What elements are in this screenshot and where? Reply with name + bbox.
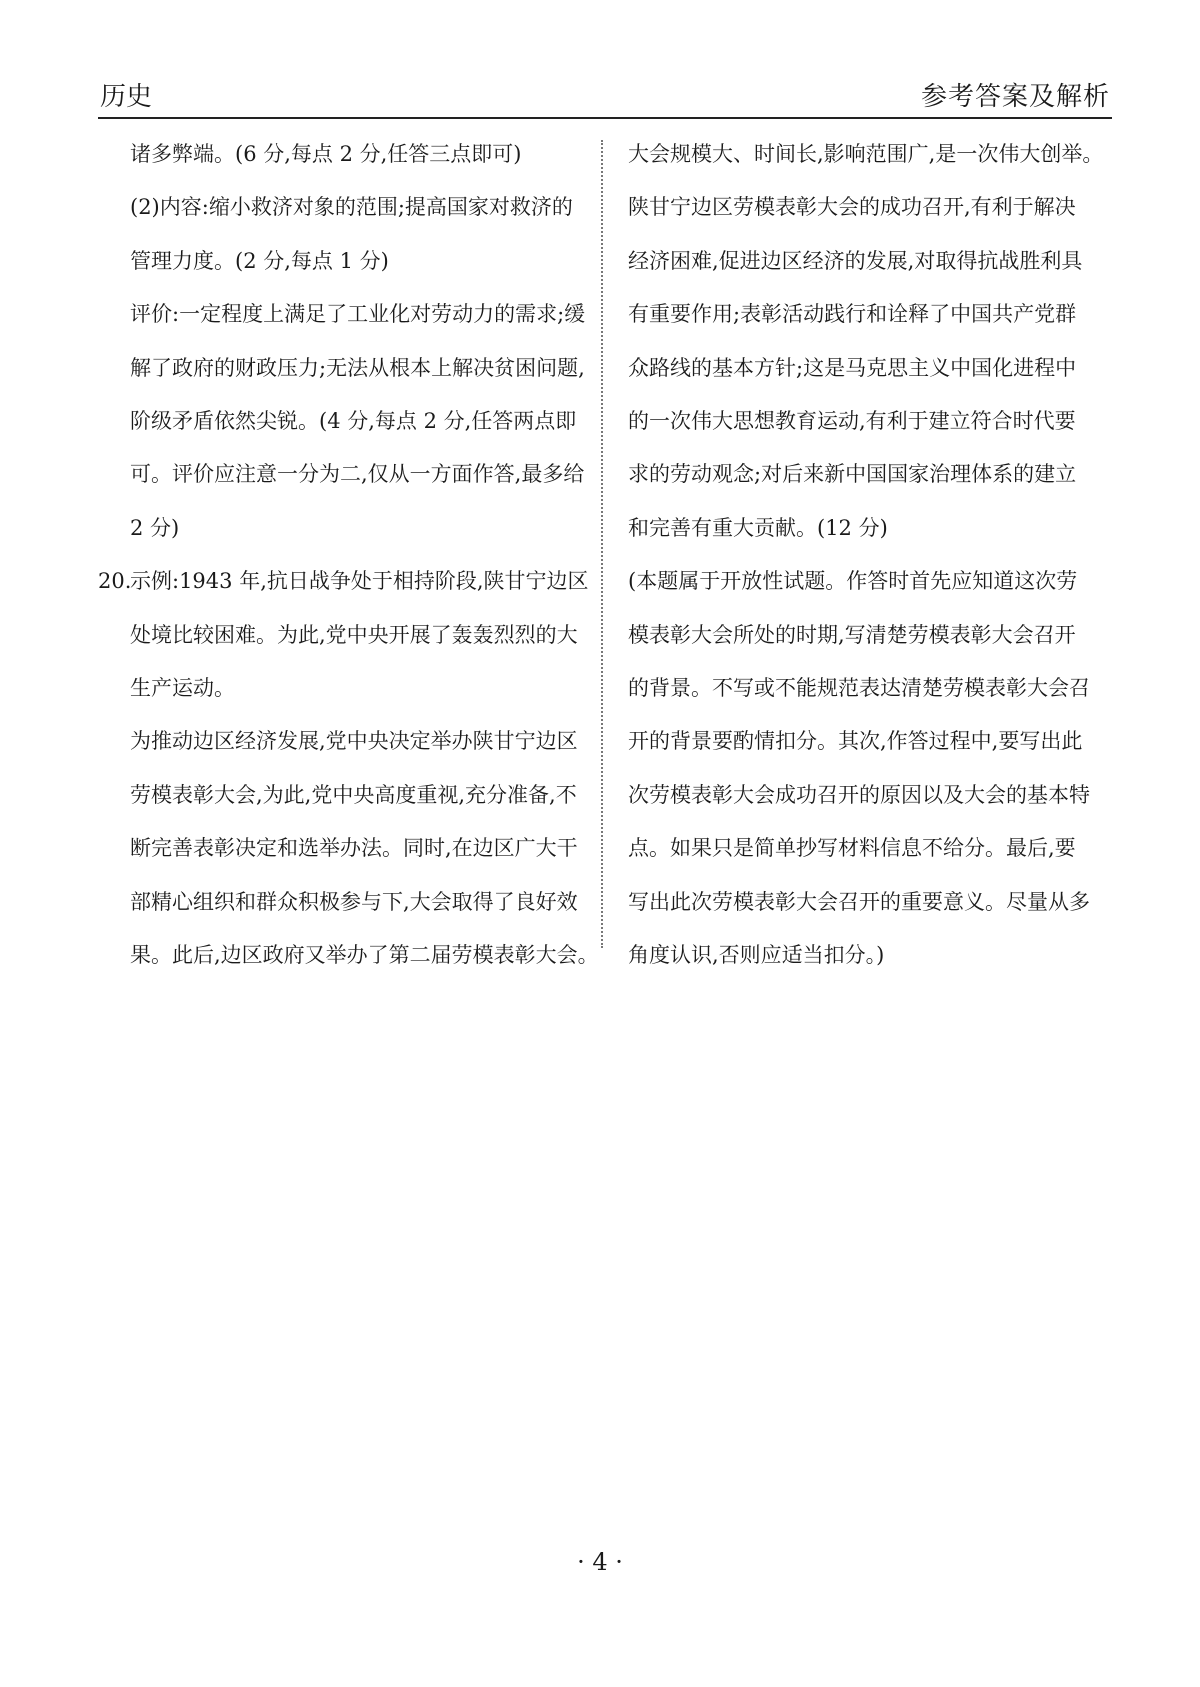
text-line: 示例:1943 年,抗日战争处于相持阶段,陕甘宁边区 — [130, 569, 589, 594]
text-line: 评价:一定程度上满足了工业化对劳动力的需求;缓 — [130, 302, 586, 327]
text-line: 劳模表彰大会,为此,党中央高度重视,充分准备,不 — [130, 782, 577, 807]
question-number: 20. — [98, 569, 132, 594]
text-line: 果。此后,边区政府又举办了第二届劳模表彰大会。 — [130, 943, 599, 968]
text-line: 为推动边区经济发展,党中央决定举办陕甘宁边区 — [130, 729, 578, 754]
text-line: 断完善表彰决定和选举办法。同时,在边区广大干 — [130, 836, 578, 861]
text-line: 生产运动。 — [130, 676, 235, 701]
text-line: 有重要作用;表彰活动践行和诠释了中国共产党群 — [628, 302, 1077, 327]
subject-label: 历史 — [100, 82, 153, 112]
text-line: 的背景。不写或不能规范表达清楚劳模表彰大会召 — [628, 676, 1090, 701]
text-line: 的一次伟大思想教育运动,有利于建立符合时代要 — [628, 409, 1076, 434]
text-line: 阶级矛盾依然尖锐。(4 分,每点 2 分,任答两点即 — [130, 409, 577, 434]
text-line: 求的劳动观念;对后来新中国国家治理体系的建立 — [628, 462, 1077, 487]
text-line: 管理力度。(2 分,每点 1 分) — [130, 248, 389, 273]
text-line: (2)内容:缩小救济对象的范围;提高国家对救济的 — [130, 195, 573, 220]
left-column — [98, 128, 598, 983]
text-line: 部精心组织和群众积极参与下,大会取得了良好效 — [130, 889, 578, 914]
text-line: 开的背景要酌情扣分。其次,作答过程中,要写出此 — [628, 729, 1083, 754]
text-line: 诸多弊端。(6 分,每点 2 分,任答三点即可) — [130, 142, 522, 166]
page-number: · 4 · — [577, 1548, 623, 1576]
text-line: 众路线的基本方针;这是马克思主义中国化进程中 — [628, 355, 1077, 380]
text-line: 陕甘宁边区劳模表彰大会的成功召开,有利于解决 — [628, 195, 1076, 220]
text-line: 2 分) — [130, 515, 180, 540]
text-line: 大会规模大、时间长,影响范围广,是一次伟大创举。 — [628, 142, 1104, 166]
text-line: 写出此次劳模表彰大会召开的重要意义。尽量从多 — [628, 889, 1090, 914]
header-divider — [98, 117, 1112, 119]
text-line: 角度认识,否则应适当扣分。) — [628, 943, 885, 968]
text-line: 可。评价应注意一分为二,仅从一方面作答,最多给 — [130, 462, 585, 487]
right-column — [628, 128, 1128, 983]
text-line: 和完善有重大贡献。(12 分) — [628, 515, 888, 540]
text-line: 次劳模表彰大会成功召开的原因以及大会的基本特 — [628, 782, 1090, 807]
text-line: 经济困难,促进边区经济的发展,对取得抗战胜利具 — [628, 248, 1083, 273]
text-line: (本题属于开放性试题。作答时首先应知道这次劳 — [628, 569, 1078, 594]
column-divider — [601, 140, 603, 948]
question-20-first-line — [98, 555, 598, 608]
document-title: 参考答案及解析 — [920, 82, 1110, 112]
text-line: 模表彰大会所处的时期,写清楚劳模表彰大会召开 — [628, 622, 1076, 647]
text-line: 解了政府的财政压力;无法从根本上解决贫困问题, — [130, 355, 585, 380]
text-line: 点。如果只是简单抄写材料信息不给分。最后,要 — [628, 836, 1076, 861]
text-line: 处境比较困难。为此,党中央开展了轰轰烈烈的大 — [130, 622, 578, 647]
